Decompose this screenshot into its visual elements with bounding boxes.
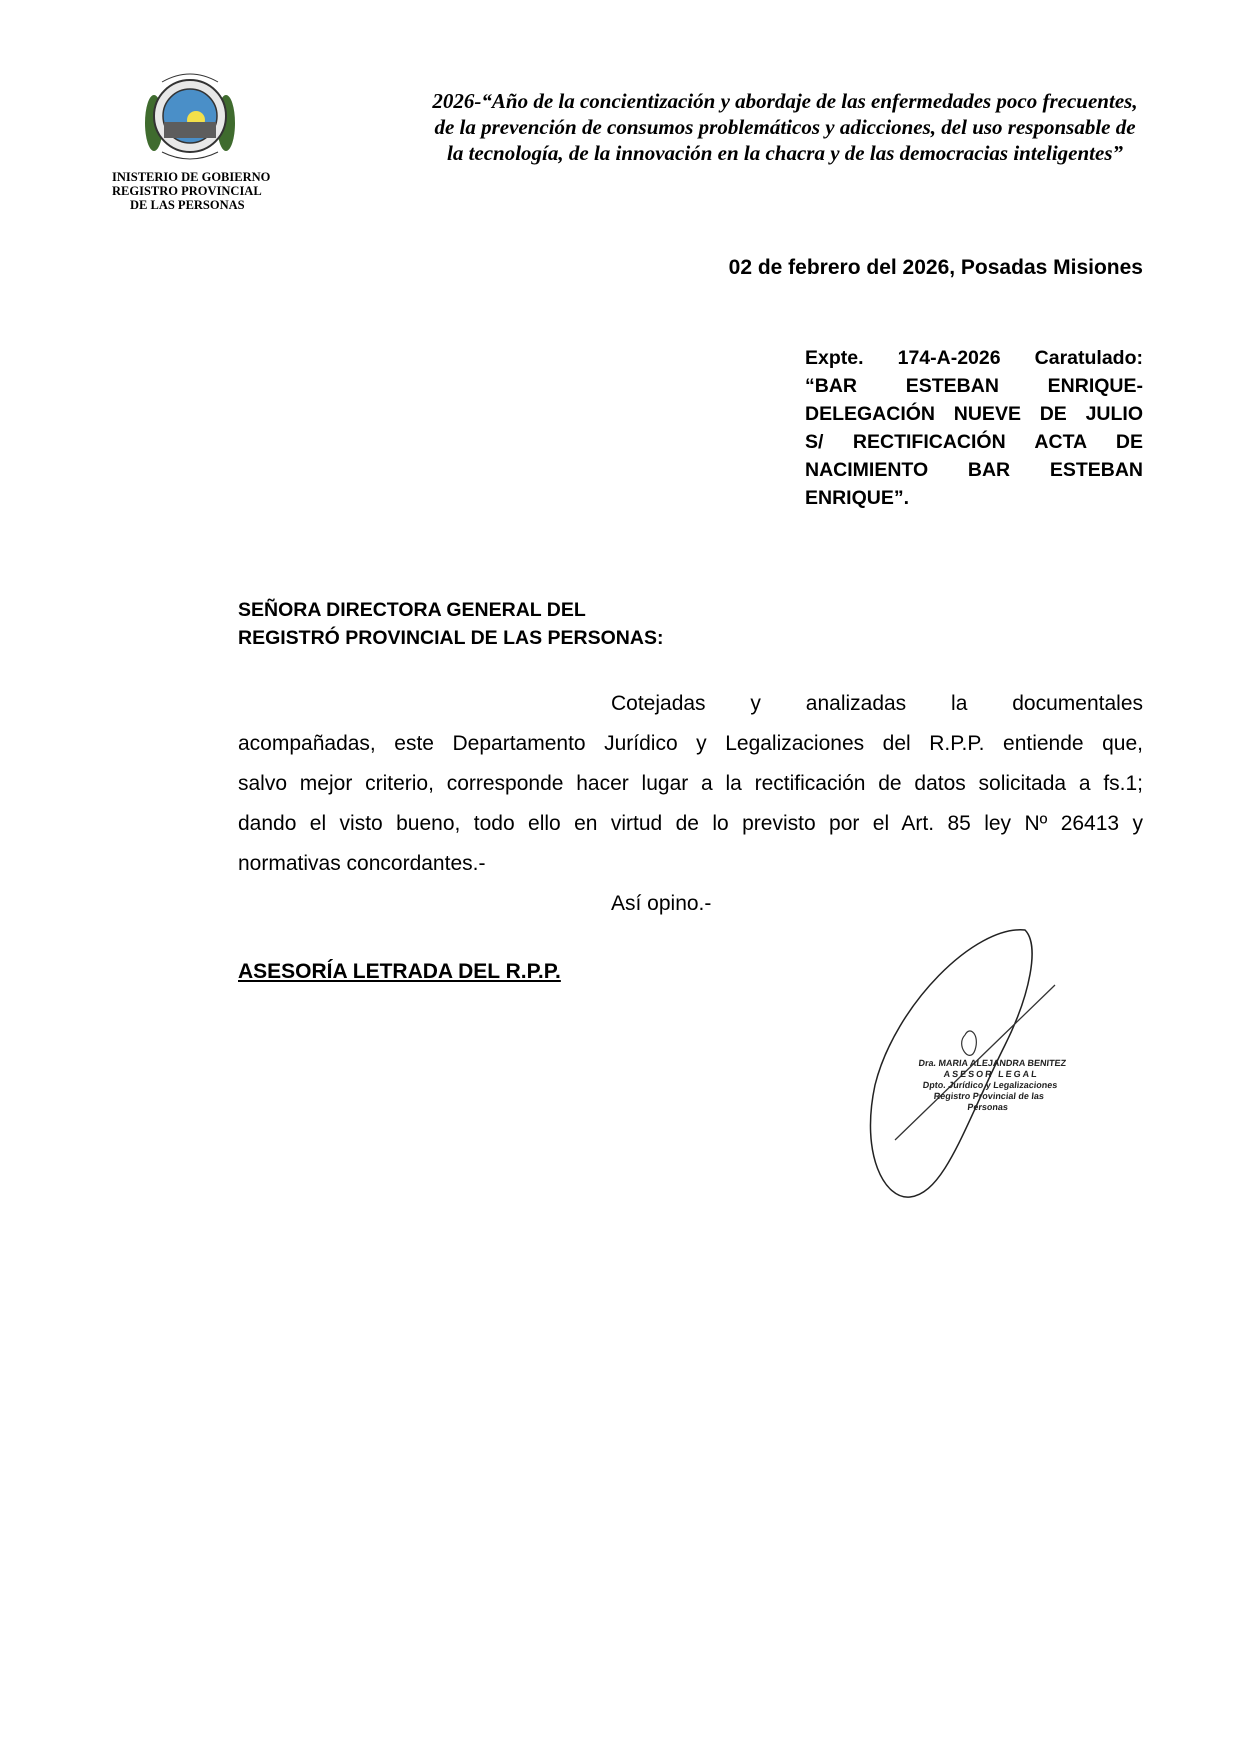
stamp-line: Dra. MARIA ALEJANDRA BENITEZ xyxy=(918,1058,1067,1068)
body-line: salvo mejor criterio, corresponde hacer lugar a la rectificación de datos solicitada a fs.1; xyxy=(238,772,1143,795)
stamp-line: Dpto. Jurídico y Legalizaciones xyxy=(922,1080,1058,1090)
body-line: normativas concordantes.- xyxy=(238,852,486,875)
salutation-line: SEÑORA DIRECTORA GENERAL DEL xyxy=(238,599,586,621)
salutation xyxy=(238,596,663,652)
province-seal-logo xyxy=(140,68,240,166)
motto-line: 2026-“Año de la concientización y abordaje de las enfermedades poco frecuentes, xyxy=(432,89,1138,113)
motto-line: la tecnología, de la innovación en la chacra y de las democracias inteligentes” xyxy=(446,141,1124,165)
year-motto xyxy=(380,88,1190,166)
org-line: REGISTRO PROVINCIAL xyxy=(112,184,262,198)
motto-line: de la prevención de consumos problemáticos y adicciones, del uso responsable de xyxy=(434,115,1136,139)
case-line: NACIMIENTO BAR ESTEBAN xyxy=(805,459,1143,481)
body-line: Cotejadas y analizadas la documentales xyxy=(611,692,1143,715)
case-line: DELEGACIÓN NUEVE DE JULIO xyxy=(805,403,1143,425)
salutation-line: REGISTRÓ PROVINCIAL DE LAS PERSONAS: xyxy=(238,627,664,649)
case-reference xyxy=(805,344,1143,512)
org-line: DE LAS PERSONAS xyxy=(130,198,245,212)
organization-name xyxy=(112,170,270,212)
body-text xyxy=(238,684,1143,924)
body-line: dando el visto bueno, todo ello en virtud de lo previsto por el Art. 85 ley Nº 26413 y xyxy=(238,812,1143,835)
closing-line: Así opino.- xyxy=(611,892,712,915)
case-line: Expte. 174-A-2026 Caratulado: xyxy=(805,347,1143,369)
case-line: ENRIQUE”. xyxy=(805,487,910,509)
date-place: 02 de febrero del 2026, Posadas Misiones xyxy=(728,256,1143,279)
stamp-line: Registro Provincial de las Personas xyxy=(933,1091,1045,1112)
signoff-department: ASESORÍA LETRADA DEL R.P.P. xyxy=(238,960,561,983)
signature-stamp xyxy=(912,1058,1068,1113)
body-line: acompañadas, este Departamento Jurídico y Legalizaciones del R.P.P. entiende que, xyxy=(238,732,1143,755)
case-line: “BAR ESTEBAN ENRIQUE- xyxy=(805,375,1143,397)
case-line: S/ RECTIFICACIÓN ACTA DE xyxy=(805,431,1143,453)
stamp-line: ASESOR LEGAL xyxy=(943,1069,1040,1079)
org-line: INISTERIO DE GOBIERNO xyxy=(112,170,271,184)
